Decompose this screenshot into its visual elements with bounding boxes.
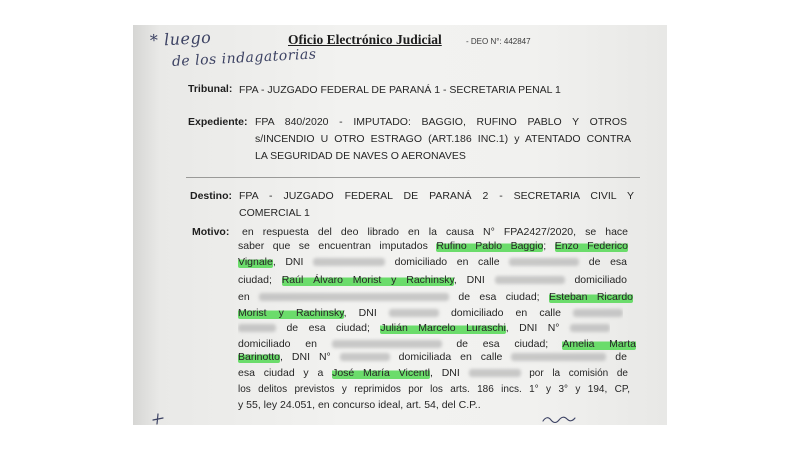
destino-label: Destino: [190,190,232,202]
redacted-blur [313,258,385,266]
highlighted-name: Enzo Federico [554,240,628,252]
motivo-text: esa ciudad y a [238,367,333,379]
highlighted-name: Rufino Pablo Baggio [436,240,544,252]
motivo-text: de esa ciudad; [276,322,381,334]
highlighted-name: Barinotto [238,351,281,363]
motivo-line [238,239,628,254]
motivo-line [238,366,628,381]
motivo-text: ciudad; [238,274,282,286]
motivo-line [238,382,630,397]
redacted-blur [469,369,521,377]
motivo-text: , DNI [272,256,314,268]
document-photo [133,25,667,425]
redacted-blur [238,324,276,332]
motivo-text: domiciliada en calle [389,351,512,363]
expediente-line: s/INCENDIO U OTRO ESTRAGO (ART.186 INC.1) y ATENTADO CONTRA [255,133,631,145]
handwritten-mark [541,414,577,424]
motivo-text: por la comisión de [520,368,628,379]
tribunal-value: FPA - JUZGADO FEDERAL DE PARANÁ 1 - SECRETARIA PENAL 1 [239,84,561,96]
motivo-line [238,273,627,288]
highlighted-name: José María Vicentl [332,367,431,379]
motivo-text: , DNI [343,307,389,319]
redacted-blur [332,340,442,348]
deo-number: - DEO N°: 442847 [466,37,531,46]
redacted-blur [495,276,565,284]
motivo-text: y 55, ley 24.051, en concurso ideal, art. 54, del C.P.. [238,399,481,411]
motivo-text: saber que se encuentran imputados [238,240,437,252]
highlighted-name: Raúl Álvaro Morist y Rachinsky [281,274,454,286]
redacted-blur [511,353,606,361]
redacted-blur [259,293,449,301]
tribunal-label: Tribunal: [188,83,233,95]
motivo-text: domiciliado [564,274,627,286]
expediente-label: Expediente: [188,116,248,128]
motivo-label: Motivo: [192,226,230,238]
motivo-text: , DNI [430,367,469,379]
motivo-text: ; [543,240,555,252]
highlighted-name: Vignale [238,256,273,268]
motivo-text: de esa [579,256,627,268]
document-title: Oficio Electrónico Judicial [288,32,442,47]
highlighted-name: Esteban Ricardo [548,291,633,303]
redacted-blur [340,353,390,361]
motivo-line [238,255,627,270]
redacted-blur [570,324,610,332]
motivo-text: los delitos previstos y reprimidos por los arts. 186 incs. 1° y 3° y 194, CP, [238,384,630,395]
motivo-text: de esa ciudad; [449,291,549,303]
motivo-line [242,225,628,240]
motivo-text: , DNI N° [505,322,570,334]
handwritten-mark [151,413,165,425]
motivo-line [238,398,630,413]
highlighted-name: Amelia Marta [562,338,636,350]
motivo-text: domiciliado en [238,338,332,350]
redacted-blur [389,309,439,317]
motivo-text: domiciliado en calle [385,256,510,268]
motivo-line [238,321,610,336]
motivo-line [238,350,627,365]
motivo-line [238,290,633,305]
motivo-line [238,306,623,321]
motivo-text: en [238,291,260,303]
destino-line: COMERCIAL 1 [239,207,310,219]
motivo-text: de [606,351,627,363]
motivo-text: , DNI [453,274,495,286]
section-divider [186,177,640,178]
redacted-blur [573,309,623,317]
highlighted-name: Morist y Rachinsky [238,307,344,319]
motivo-text: , DNI N° [280,351,340,363]
handwritten-note-line1: * luego [149,27,212,50]
destino-line: FPA - JUZGADO FEDERAL DE PARANÁ 2 - SECRETARIA CIVIL Y [239,190,634,202]
motivo-text: de esa ciudad; [441,338,563,350]
highlighted-name: Julián Marcelo Luraschi [380,322,506,334]
handwritten-note-line2: de los indagatorias [171,46,317,70]
redacted-blur [509,258,579,266]
motivo-text: en respuesta del deo librado en la causa N° FPA2427/2020, se hace [242,226,628,238]
expediente-line: FPA 840/2020 - IMPUTADO: BAGGIO, RUFINO PABLO Y OTROS [255,116,627,128]
motivo-text: domiciliado en calle [438,307,574,319]
expediente-line: LA SEGURIDAD DE NAVES O AERONAVES [255,150,466,162]
